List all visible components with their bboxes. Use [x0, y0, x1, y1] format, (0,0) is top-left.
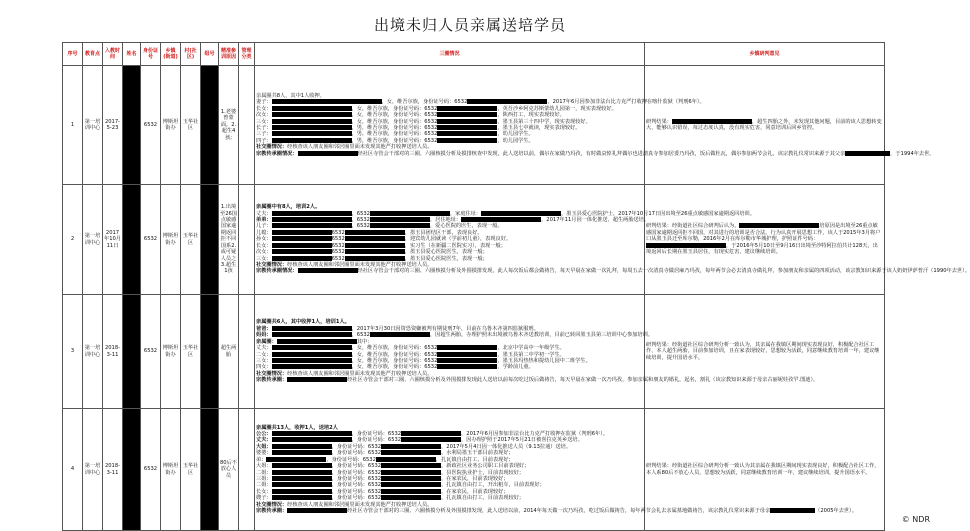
detail-text: ，超生四胎之外，未发现其他问题，目前的该人思想转变大，能够认识错误，每过态度认真，没有现实危害，同意培训后回乡管控。 — [646, 118, 882, 131]
col-header: 村(社区) — [181, 43, 201, 66]
detail-text: 的三圈、六圈核摸分析及外围摸排发现，此人每次饭后都会做祷告，每天早晨在家做一次礼拜，每周五去一次清真寺做居麻乃玛孜，每年两节会必去清真寺做礼拜，参加朋友和亲属的四项活动，该宗教知识来源于该人奶奶伊萨普汗（1990年去世）。 — [404, 268, 970, 275]
detail-text: 6532 — [331, 236, 345, 243]
detail-text: 研判结果： — [646, 118, 672, 125]
detail-text: ，女，维吾尔族，身份证号码：6532 — [381, 99, 468, 106]
category-cell — [239, 185, 255, 295]
detail-text: ，2017年6月因参加非法台比力克严打收押在喀什监狱（判刑6年）。 — [547, 99, 705, 106]
detail-text: ，女，维吾尔族，身份证号码：6532 — [351, 357, 438, 364]
detail-text: 三女： — [256, 357, 272, 364]
redaction-bar — [272, 211, 352, 216]
village-cell: 玉华社区 — [181, 185, 201, 295]
row-number: 2 — [63, 185, 83, 295]
redaction-bar — [437, 352, 497, 357]
village-cell: 玉华社区 — [181, 409, 201, 531]
table-row — [63, 409, 885, 531]
detail-heading: 宗教传承圈情况： — [256, 150, 298, 157]
center-cell: 第一培训中心 — [83, 66, 103, 185]
col-header: 三圈情况 — [255, 43, 645, 66]
detail-text: ，身份证号码：6532 — [331, 488, 382, 495]
redaction-bar — [381, 495, 441, 500]
detail-text: ，墨玉县七中就读，现实表现较好。 — [497, 125, 581, 131]
redaction-bar — [437, 358, 497, 363]
detail-text: ，因办理护照于2017年5月21日被喜拉克英乡送培。 — [461, 437, 583, 444]
redaction-bar — [672, 119, 752, 124]
detail-text: 经核查该人朋友圈和邻居圈里面未发现其他严打收押送培人员。 — [287, 261, 433, 268]
detail-text: ，墨玉县爱心医院医生，表现一般； — [404, 249, 488, 256]
detail-line — [256, 150, 935, 157]
category-cell — [239, 295, 255, 409]
detail-text: ，迎宾幼儿园就读（学前初儿童），表现良好。 — [404, 236, 512, 243]
detail-line — [256, 268, 970, 275]
detail-text: 二姐： — [256, 482, 272, 489]
detail-text: 的三圈、六圈核摸分析及摸排核查中发现，此人送培以前，偶尔在家做乃玛孜，有时做哀悼礼拜偶尔也进清真寺参加居委乃玛孜，饭后做杜瓦，偶尔参加两节会礼，该宗教礼仪常识来源于其父亲 — [404, 150, 846, 157]
redaction-bar — [739, 223, 819, 228]
detail-text: ，陕西打工，现实表现较好。 — [497, 112, 565, 119]
row-number: 4 — [63, 409, 83, 531]
redaction-bar — [345, 256, 405, 261]
center-cell: 第一培训中心 — [83, 409, 103, 531]
detail-text: 长子： — [256, 125, 272, 131]
detail-text: ，墨玉县爱心医院医生，表现一般； — [404, 255, 488, 262]
detail-text: ，墨玉县玛热热和提幼儿园中二班学生。 — [497, 357, 591, 364]
detail-text: ，6532 — [351, 210, 370, 217]
redaction-bar — [437, 119, 497, 124]
detail-text: ，身份证号码：6532 — [351, 437, 402, 444]
detail-text: ，墨玉县爱心医院护士，2017年10月17日因出境至26重点敏感国家逾期返回培训。 — [561, 210, 755, 217]
redaction-bar — [272, 489, 332, 494]
detail-text: 妻子： — [256, 99, 272, 106]
detail-text: 经社区寺管会干部对 — [357, 150, 405, 157]
detail-text: 次女： — [256, 249, 272, 256]
town-cell: 博斯坦街办 — [161, 66, 181, 185]
detail-text: 长女： — [256, 242, 272, 249]
redaction-bar — [437, 138, 497, 143]
detail-text: 6532 — [331, 255, 345, 262]
village-cell: 玉华社区 — [181, 66, 201, 185]
detail-text: 婆婆： — [256, 450, 272, 457]
detail-text: 研判结果：经街道社区综合研判分析一致认为，其亲属在我镇区期间现实表现良好，积极配合社区工作，本人超生两胎，目前参加培训，且在家表现较好，思想较为活跃，同意继续教育培训一年，建议继续培训，提升国语水平。 — [646, 341, 880, 361]
detail-text: 经核查该人朋友圈和邻居圈里面未发现其他严打收押送培人员。 — [287, 144, 433, 151]
redaction-bar — [437, 131, 497, 136]
redaction-bar — [272, 352, 352, 357]
detail-text: 三女： — [256, 118, 272, 125]
detail-text: ，女，维吾尔族，身份证号码：6532 — [351, 112, 438, 119]
redaction-bar — [437, 112, 497, 117]
detail-text: ，墨玉县第三十四中学，现实表现较好。 — [497, 118, 591, 125]
detail-text: 长女： — [256, 105, 272, 112]
detail-text: 嫂子： — [256, 495, 272, 502]
detail-text: ，身份证号码：6532 — [331, 443, 382, 450]
redaction-bar — [272, 236, 332, 241]
copyright-footer: © NDR — [901, 515, 930, 524]
redaction-bar — [272, 106, 352, 111]
redaction-bar — [345, 243, 405, 248]
col-header: 精准参训原因 — [219, 43, 239, 66]
detail-text: 三子： — [256, 131, 272, 138]
detail-text: 亲属圈共8人，其中1人收押。 — [256, 92, 325, 99]
redaction-bar — [437, 364, 497, 369]
redaction-bar — [370, 211, 450, 216]
col-header: 姓名 — [123, 43, 141, 66]
redaction-bar — [467, 99, 547, 104]
detail-text: 经社区寺管会干部对 — [357, 268, 405, 275]
detail-text: 儿子： — [256, 223, 272, 230]
detail-text: ，6532 — [351, 217, 370, 224]
detail-text: 研判结果：经街道社区综合研判后认为， — [646, 223, 740, 230]
detail-text: ，墨玉县第二中学初一学生。 — [497, 351, 565, 358]
id-cell: 6532 — [141, 295, 161, 409]
detail-text: ，女，维吾尔族，身份证号码：6532 — [351, 118, 438, 125]
detail-text: 经社区寺管会干部对 — [347, 377, 394, 384]
redaction-bar — [272, 249, 332, 254]
detail-text: ，身份证号码：6532 — [326, 456, 376, 463]
detail-text: ，北京中学高中一年级学生。 — [497, 345, 565, 352]
redaction-bar — [272, 112, 352, 117]
reason-cell: 1.出境至26国点敏感国家逾期返回拒不回国系2.或可疑人员之3.超生1孩 — [219, 185, 239, 295]
detail-text: 三姐： — [256, 475, 272, 482]
township-opinion — [645, 66, 885, 185]
redaction-bar — [381, 482, 441, 487]
col-header: 入教时间 — [103, 43, 123, 66]
redaction-bar — [370, 223, 430, 228]
detail-heading: 亲属圈共6人，其中收押1人，培训1人。 — [256, 319, 350, 326]
detail-text: ，2017年5月4日因一体化推送人员（9.13拉通）送培。 — [441, 443, 572, 450]
detail-text: ，身份证号码：6532 — [331, 495, 382, 502]
detail-text: 孙女： — [256, 236, 272, 243]
redaction-bar — [272, 495, 332, 500]
date-cell: 2017-5-23 — [103, 66, 123, 185]
redaction-bar — [646, 243, 726, 248]
detail-heading: 大姐： — [256, 443, 272, 450]
redaction-bar — [272, 230, 332, 235]
township-opinion — [645, 295, 885, 409]
detail-text: ，男，维吾尔族，身份证号码：6532 — [351, 125, 438, 131]
name-redacted — [123, 295, 141, 409]
detail-heading: 爸爸： — [256, 325, 272, 332]
detail-heading: 宗教传承圈： — [256, 377, 288, 384]
village-cell: 玉华社区 — [181, 295, 201, 409]
redaction-bar — [401, 437, 461, 442]
header-row — [63, 43, 885, 66]
detail-text: ，幼儿园学生。 — [497, 137, 534, 144]
detail-text: 的三圈、六圈核摸分析及外围摸排发现，此人送培以前，2014年每天做一次乃玛孜，吃过饭后做祷告，每年两节会礼去亲属墓地做祷告，该宗教礼仪常识来源于母亲 — [393, 507, 771, 514]
detail-text: ，于1994年去世。 — [890, 150, 935, 157]
redaction-bar — [272, 256, 332, 261]
detail-text: ，男，维吾尔族，身份证号码：6532 — [351, 131, 438, 138]
name-redacted — [123, 409, 141, 531]
detail-text: 经核查该人朋友圈和邻居圈里面未发现其他严打收押送培人员。 — [287, 370, 433, 377]
redaction-bar — [376, 457, 436, 462]
detail-text: 四子： — [256, 137, 272, 144]
redaction-bar — [272, 463, 332, 468]
detail-text: 研判结果：经街道社区综合研判分析一致认为其亲属在我镇区期间现实表现良好，积极配合社区工作，本人系80后不放心人员，思想较为活跃，同意继续教育培训一年，建议继续培训，提升国语水平。 — [646, 463, 880, 476]
redaction-bar — [437, 125, 497, 130]
detail-text: ，爱心医院的医生，表现一般。 — [429, 223, 503, 230]
detail-text: ，扎瓦镇自由打工，开出租车，目前表现好； — [441, 482, 545, 489]
detail-text: ，在家农民，目前表现较好； — [441, 475, 509, 482]
table-row — [63, 66, 885, 185]
detail-heading: 社交圈情况： — [256, 261, 288, 268]
detail-text: ，学龄前儿童。 — [497, 364, 534, 371]
detail-heading: 弟弟： — [256, 217, 272, 224]
town-cell: 博斯坦街办 — [161, 185, 181, 295]
redaction-bar — [272, 223, 352, 228]
detail-text: 丈夫： — [256, 210, 272, 217]
detail-heading: 丈夫： — [256, 437, 272, 444]
detail-text: ，县医院执业护士，目前表现较好； — [441, 469, 525, 476]
town-cell: 博斯坦街办 — [161, 409, 181, 531]
detail-text: ，2017年6月因参加非法台比力克严打收押在监狱（判刑6年）。 — [461, 431, 608, 438]
detail-text: ，6532 — [351, 332, 370, 339]
redaction-bar — [287, 508, 347, 513]
redaction-bar — [272, 476, 332, 481]
redaction-bar — [272, 431, 352, 436]
detail-text: 经社区寺管会干部对 — [347, 507, 394, 514]
detail-text: ，居住地址： — [429, 217, 462, 224]
detail-text: 次女： — [256, 112, 272, 119]
redaction-bar — [345, 236, 405, 241]
group-redacted — [201, 66, 219, 185]
detail-text: 大姐： — [256, 463, 272, 470]
detail-text: ，2017年11月因一体化推送、超生两胎送培。 — [541, 217, 650, 224]
detail-text: ，身份证号码：6532 — [351, 431, 402, 438]
detail-heading: 妈妈： — [256, 332, 272, 339]
detail-text: ，身份证号码：6532 — [331, 475, 382, 482]
id-cell: 6532 — [141, 409, 161, 531]
col-header: 教育点 — [83, 43, 103, 66]
redaction-bar — [272, 345, 352, 350]
detail-text: ，幼儿园学生。 — [497, 131, 534, 138]
redaction-bar — [272, 125, 352, 130]
detail-text: ，英吾沙乡阿克苏斯蒙幼儿园第一，现实表现较好。 — [497, 105, 617, 112]
detail-text: ，女，维吾尔族，身份证号码：6532 — [351, 351, 438, 358]
id-cell: 6532 — [141, 185, 161, 295]
town-cell: 博斯坦街办 — [161, 295, 181, 409]
detail-heading: 亲属圈： — [256, 338, 277, 345]
redaction-bar — [266, 457, 326, 462]
category-cell — [239, 66, 255, 185]
group-redacted — [201, 409, 219, 531]
detail-text: ，男，维吾尔族，身份证号码：6532 — [351, 137, 438, 144]
reason-cell: 超生两胎 — [219, 295, 239, 409]
redaction-bar — [345, 249, 405, 254]
detail-heading: 亲属圈共13人，收押1人，送培2人 — [256, 424, 338, 431]
detail-heading: 亲属圈中有8人，培训2人。 — [256, 204, 321, 211]
redaction-bar — [381, 470, 441, 475]
detail-text: ，水利局墨玉干部目前表现好； — [441, 450, 514, 457]
detail-text: 丈夫： — [256, 345, 272, 352]
redaction-bar — [272, 326, 352, 331]
redaction-bar — [381, 450, 441, 455]
redaction-bar — [272, 364, 352, 369]
detail-line — [256, 377, 819, 384]
detail-line — [256, 507, 857, 514]
detail-heading: 宗教传承圈情况： — [256, 268, 298, 275]
detail-heading: 社交圈情况： — [256, 144, 288, 151]
name-redacted — [123, 185, 141, 295]
detail-text: 6532 — [331, 249, 345, 256]
col-header: 序号 — [63, 43, 83, 66]
date-cell: 2018-3-11 — [103, 409, 123, 531]
group-redacted — [201, 295, 219, 409]
center-cell: 第一培训中心 — [83, 295, 103, 409]
redaction-bar — [272, 119, 352, 124]
redaction-bar — [381, 489, 441, 494]
detail-heading: 宗教传承圈： — [256, 507, 288, 514]
detail-text: 长女： — [256, 488, 272, 495]
category-cell — [239, 409, 255, 531]
date-cell: 2017年10月11日 — [103, 185, 123, 295]
table-row — [63, 185, 885, 295]
col-header: 管理分类 — [239, 43, 255, 66]
id-cell: 6532 — [141, 66, 161, 185]
redaction-bar — [345, 230, 405, 235]
redaction-bar — [370, 332, 430, 337]
row-number: 3 — [63, 295, 83, 409]
detail-text: ，身份证号码：6532 — [331, 469, 382, 476]
col-header: 乡镇研判意见 — [645, 43, 885, 66]
detail-heading: 社交圈情况： — [256, 501, 288, 508]
redaction-bar — [437, 345, 497, 350]
redaction-bar — [770, 508, 815, 513]
col-header: 身份证号 — [141, 43, 161, 66]
redaction-bar — [461, 217, 541, 222]
redaction-bar — [370, 217, 430, 222]
detail-text: （2005年去世）。 — [815, 507, 857, 514]
redaction-bar — [298, 151, 358, 156]
redaction-bar — [272, 217, 352, 222]
detail-text: 二姐： — [256, 469, 272, 476]
group-redacted — [201, 185, 219, 295]
reason-cell: 80后不放心人员 — [219, 409, 239, 531]
redaction-bar — [845, 151, 890, 156]
redaction-bar — [381, 444, 441, 449]
redaction-bar — [437, 106, 497, 111]
detail-heading: 社交圈情况： — [256, 370, 288, 377]
detail-text: ，在家农民，目前表现较好； — [441, 488, 509, 495]
detail-text: 四女： — [256, 364, 272, 371]
detail-text: 经核查该人朋友圈和邻居圈里面未发现其他严打收押送培人员。 — [287, 501, 433, 508]
detail-text: ，实习生（在新疆二医院实习），表现一般； — [404, 242, 506, 249]
detail-text: 三女： — [256, 255, 272, 262]
redaction-bar — [272, 444, 332, 449]
date-cell: 2018-3-11 — [103, 295, 123, 409]
detail-text: 儿媳： — [256, 229, 272, 236]
detail-text: 6532 — [331, 229, 345, 236]
detail-text: ，身份证号码：6532 — [331, 463, 382, 470]
detail-text: ，6532 — [351, 223, 370, 230]
row-number: 1 — [63, 66, 83, 185]
detail-text: 培原因是出境至26重点敏感国家逾期返回拒不回国，对其进行的培训是否合法。行为认真开展思想工作，该人于2015年3月将户口从墨玉县迁至库尔勒，2016年2月在库尔勒市华城护理，护照证件号码： — [646, 223, 881, 243]
redaction-bar — [272, 99, 382, 104]
redaction-bar — [272, 332, 352, 337]
redaction-bar — [272, 358, 352, 363]
reason-cell: 1.老婆曾蒙面。2.超生4孩; — [219, 66, 239, 185]
detail-text: ，身份证号码：6532 — [331, 482, 382, 489]
col-header: 组号 — [201, 43, 219, 66]
detail-text: ，扎瓦镇自由打工，目前表现好； — [435, 456, 514, 463]
redaction-bar — [272, 482, 332, 487]
redaction-bar — [381, 476, 441, 481]
detail-text: ，家庭住址： — [449, 210, 482, 217]
name-redacted — [123, 66, 141, 185]
redaction-bar — [287, 377, 347, 382]
center-cell: 第一培训中心 — [83, 185, 103, 295]
redaction-bar — [401, 431, 461, 436]
detail-text: ，身份证号码：6532 — [331, 450, 382, 457]
table-row — [63, 295, 885, 409]
detail-text: ，女，维吾尔族，身份证号码：6532 — [351, 105, 438, 112]
detail-text: ，扎瓦镇自由打工，目前表现较好； — [441, 495, 525, 502]
detail-text: 其中： — [356, 338, 373, 345]
detail-heading: 公公： — [256, 431, 272, 438]
redaction-bar — [272, 138, 352, 143]
detail-text: 二女： — [256, 351, 272, 358]
detail-text: ，因超生两胎，办理护照未出境被乌鲁木齐送教培训，目前已转回墨玉县第三培训中心参加培训。 — [429, 332, 654, 339]
col-header: 乡镇(街道) — [161, 43, 181, 66]
redaction-bar — [277, 339, 357, 344]
detail-text: 三圈、六圈核摸分析及外围摸排发现此人送培以前每次吃过饭后做祷告，每天早晨在家做一次乃玛孜，参加亲属和朋友的婚礼，起名，割礼（该宗教知识来源于母亲古丽妮娃孜罕.图迪）。 — [393, 377, 819, 384]
detail-text: 6532 — [331, 242, 345, 249]
redaction-bar — [272, 470, 332, 475]
redaction-bar — [481, 211, 561, 216]
redaction-bar — [272, 437, 352, 442]
detail-text: ，墨玉县团结区干部，表现良好。 — [404, 229, 483, 236]
document-title: 出境未归人员亲属送培学员 — [373, 16, 566, 34]
redaction-bar — [272, 450, 332, 455]
redaction-bar — [298, 268, 358, 273]
township-opinion — [645, 185, 885, 295]
redaction-bar — [272, 243, 332, 248]
detail-text: ，2017年3月30日因资恐资嫌被判有期徒刑7年，目前在乌鲁木齐第四监狱服刑。 — [351, 325, 539, 332]
detail-text: 弟： — [256, 456, 267, 463]
detail-text: ，女，维吾尔族，身份证号码：6532 — [351, 345, 438, 352]
detail-text: ，新政社区业务公司职工目前表现好； — [441, 463, 530, 470]
redaction-bar — [272, 131, 352, 136]
detail-text: ，女，维吾尔族，身份证号码：6532 — [351, 364, 438, 371]
redaction-bar — [381, 463, 441, 468]
detail-text: ，于2016年5月10日至9月16日出境至沙特阿拉伯共计128天，出境返回后长期在墨玉县居住，有现实危害，建议继续培训。 — [646, 242, 878, 256]
